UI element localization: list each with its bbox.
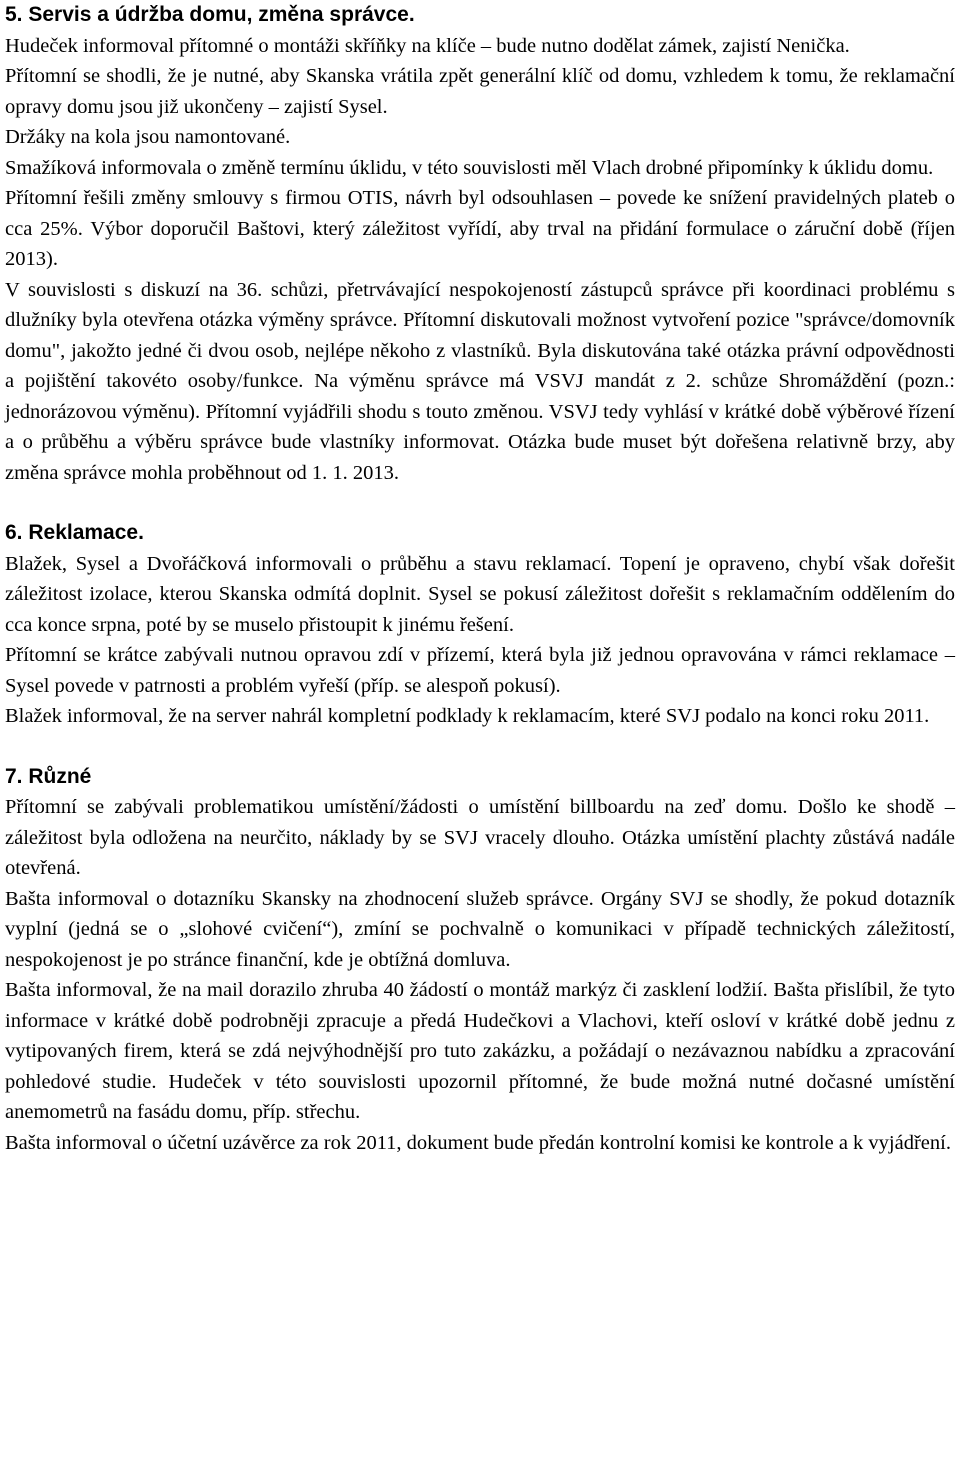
paragraph: Přítomní řešili změny smlouvy s firmou OTIS, návrh byl odsouhlasen – povede ke snížení pravidelných plateb o cca 25%. Výbor doporučil Baštovi, který záležitost vyřídí, aby trval na přidání formulace o záruční době (říjen 2013). (5, 187, 955, 270)
paragraph: Hudeček informoval přítomné o montáži skříňky na klíče – bude nutno dodělat zámek, zajistí Nenička. (5, 34, 850, 57)
section-heading: 6. Reklamace. (5, 521, 144, 544)
section-spacer (5, 488, 955, 518)
paragraph: Přítomní se shodli, že je nutné, aby Skanska vrátila zpět generální klíč od domu, vzhledem k tomu, že reklamační opravy domu jsou již ukončeny – zajistí Sysel. (5, 65, 955, 118)
paragraph: V souvislosti s diskuzí na 36. schůzi, přetrvávající nespokojeností zástupců správce při koordinaci problému s dlužníky byla otevřena otázka výměny správce. Přítomní diskutovali možnost vytvoření pozice "správce/domovník domu", jakožto jedné či dvou osob, nejlépe někoho z vlastníků. Byla diskutována také otázka právní odpovědnosti a pojištění takovéto osoby/funkce. Na výměnu správce má VSVJ mandát z 2. schůze Shromáždění (pozn.: jednorázovou výměnu). Přítomní vyjádřili shodu s touto změnou. VSVJ tedy vyhlásí v krátké době výběrové řízení a o průběhu a výběru správce bude vlastníky informovat. Otázka bude muset být dořešena relativně brzy, aby změna správce mohla proběhnout od 1. 1. 2013. (5, 278, 955, 484)
paragraph: Držáky na kola jsou namontované. (5, 126, 291, 148)
section-heading: 7. Různé (5, 764, 92, 788)
section-spacer (5, 732, 955, 762)
paragraph: Bašta informoval, že na mail dorazilo zhruba 40 žádostí o montáž markýz či zasklení lodžií. Bašta přislíbil, že tyto informace v krátké době podrobněji zpracuje a předá Hudečkovi a Vlachovi, kteří osloví v krátké době jednu z vytipovaných firem, která se zdá nejvýhodnější pro tuto zakázku, a požádají o nezávaznou nabídku a zpracování pohledové studie. Hudeček v této souvislosti upozornil přítomné, že bude možná nutné dočasné umístění anemometrů na fasádu domu, příp. střechu. (5, 979, 955, 1123)
paragraph: Smažíková informovala o změně termínu úklidu, v této souvislosti měl Vlach drobné připomínky k úklidu domu. (5, 156, 934, 179)
section-6 (5, 518, 955, 732)
paragraph: Přítomní se krátce zabývali nutnou opravou zdí v přízemí, která byla již jednou opravována v rámci reklamace – Sysel povede v patrnosti a problém vyřeší (příp. se alespoň pokusí). (5, 644, 955, 697)
paragraph: Bašta informoval o účetní uzávěrce za rok 2011, dokument bude předán kontrolní komisi ke kontrole a k vyjádření. (5, 1131, 951, 1154)
section-7 (5, 762, 955, 1159)
paragraph: Blažek informoval, že na server nahrál kompletní podklady k reklamacím, které SVJ podalo na konci roku 2011. (5, 705, 930, 727)
paragraph: Blažek, Sysel a Dvořáčková informovali o průběhu a stavu reklamací. Topení je opraveno, chybí však dořešit záležitost izolace, kterou Skanska odmítá doplnit. Sysel se pokusí záležitost dořešit s reklamačním oddělením do cca konce srpna, poté by se muselo přistoupit k jinému řešení. (5, 552, 955, 636)
paragraph: Přítomní se zabývali problematikou umístění/žádosti o umístění billboardu na zeď domu. Došlo ke shodě – záležitost byla odložena na neurčito, náklady by se SVJ vracely dlouho. Otázka umístění plachty zůstává nadále otevřená. (5, 796, 955, 879)
section-heading: 5. Servis a údržba domu, změna správce. (5, 3, 415, 26)
paragraph: Bašta informoval o dotazníku Skansky na zhodnocení služeb správce. Orgány SVJ se shodly, že pokud dotazník vyplní (jedná se o „slohové cvičení“), zmíní se pochvalně o komunikaci v případě technických záležitostí, nespokojenost je po stránce finanční, kde je obtížná domluva. (5, 887, 955, 971)
section-5 (5, 0, 955, 488)
